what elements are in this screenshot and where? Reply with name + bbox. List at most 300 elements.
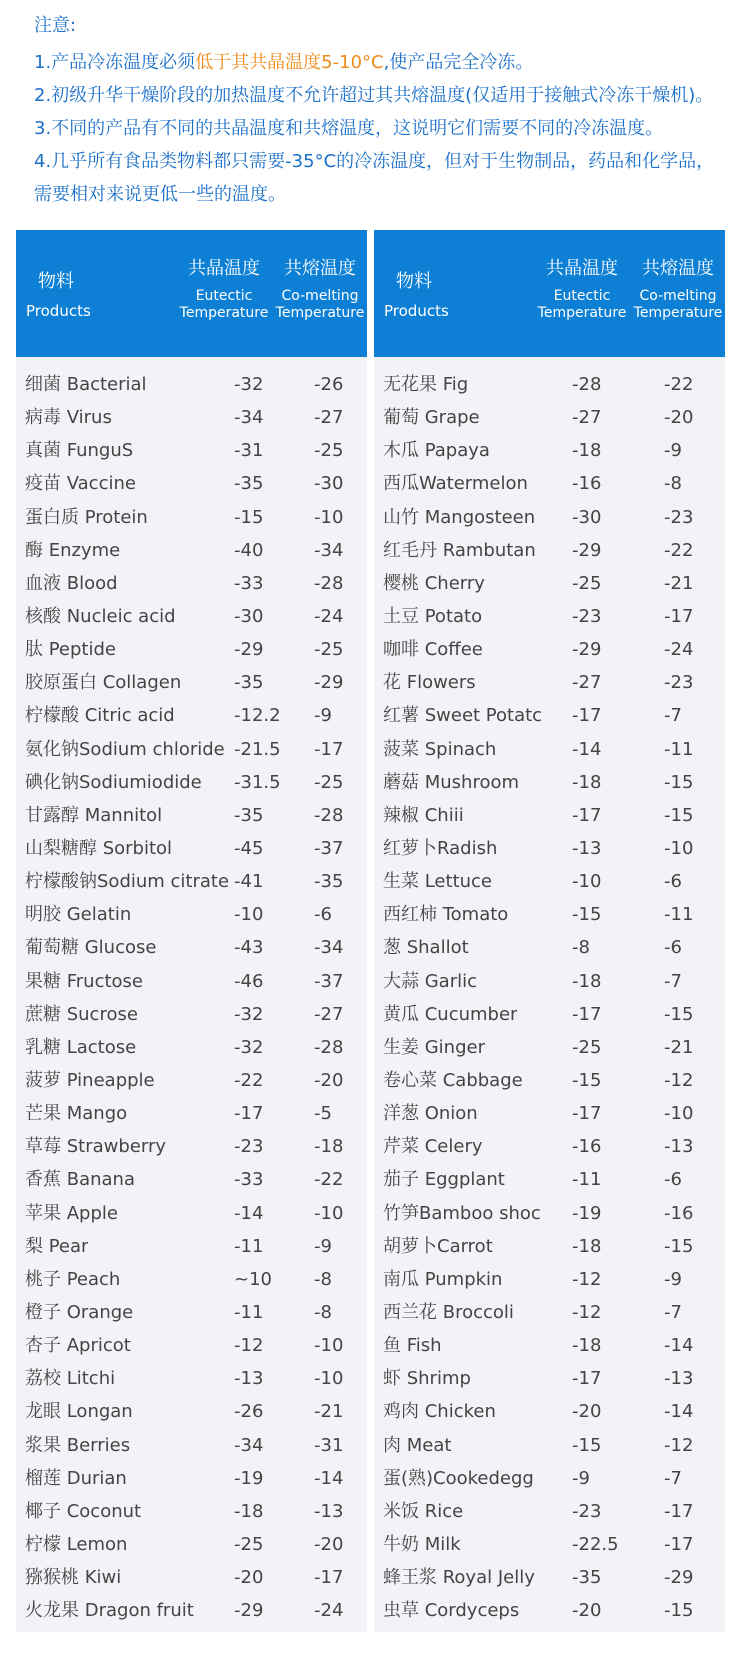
product-name: 碘化钠Sodiumiodide [25, 771, 202, 793]
product-name: 黄瓜 Cucumber [383, 1003, 518, 1025]
eutectic-value: -12 [572, 1268, 602, 1290]
product-name: 芒果 Mango [25, 1103, 128, 1125]
temperature-table-left [16, 230, 367, 1632]
product-name: 胶原蛋白 Collagen [25, 672, 182, 694]
eutectic-value: -18 [234, 1500, 264, 1522]
comelting-value: -15 [664, 804, 694, 826]
comelting-value: -24 [664, 639, 694, 661]
comelting-value: -20 [314, 1069, 344, 1091]
comelting-value: -27 [314, 1003, 344, 1025]
eutectic-value: -10 [572, 871, 602, 893]
product-name: 杏子 Apricot [25, 1335, 131, 1357]
product-name: 虫草 Cordyceps [383, 1600, 520, 1622]
table-row [374, 799, 725, 832]
comelting-value: -34 [314, 937, 344, 959]
table-row [374, 1197, 725, 1230]
eutectic-value: -13 [234, 1368, 264, 1390]
comelting-value: -21 [664, 572, 694, 594]
note-line-1 [34, 46, 734, 79]
eutectic-value: -41 [234, 871, 264, 893]
eutectic-value: -12 [572, 1301, 602, 1323]
eutectic-value: -33 [234, 1169, 264, 1191]
notes-title: 注意: [34, 15, 77, 36]
product-name: 茄子 Eggplant [383, 1169, 505, 1191]
table-row [16, 368, 367, 401]
table-row [374, 1064, 725, 1097]
eutectic-value: -45 [234, 837, 264, 859]
comelting-value: -13 [314, 1500, 344, 1522]
product-name: 梨 Pear [25, 1235, 89, 1257]
comelting-value: -29 [314, 672, 344, 694]
comelting-value: -29 [664, 1567, 694, 1589]
table-row [374, 567, 725, 600]
eutectic-value: -14 [572, 738, 602, 760]
eutectic-value: -17 [572, 804, 602, 826]
header-comelting-en-line2: Temperature [275, 305, 365, 321]
table-row [374, 1395, 725, 1428]
header-comelting [272, 258, 368, 322]
product-name: 柠檬 Lemon [25, 1533, 128, 1555]
product-name: 葡萄 Grape [383, 407, 480, 429]
table-header-left [16, 230, 367, 357]
eutectic-value: -25 [234, 1533, 264, 1555]
table-row [374, 600, 725, 633]
comelting-value: -10 [314, 506, 344, 528]
header-comelting-zh: 共熔温度 [642, 258, 714, 279]
eutectic-value: -15 [572, 904, 602, 926]
product-name: 乳糖 Lactose [25, 1036, 137, 1058]
product-name: 病毒 Virus [25, 407, 112, 429]
table-row [374, 434, 725, 467]
table-row [16, 1395, 367, 1428]
product-name: 樱桃 Cherry [383, 572, 485, 594]
product-name: 红毛丹 Rambutan [383, 539, 536, 561]
product-name: 西红柿 Tomato [383, 904, 509, 926]
product-name: 米饭 Rice [383, 1500, 464, 1522]
eutectic-value: -27 [572, 672, 602, 694]
eutectic-value: -11 [234, 1235, 264, 1257]
eutectic-value: -10 [234, 904, 264, 926]
comelting-value: -17 [314, 1567, 344, 1589]
eutectic-value: -29 [572, 639, 602, 661]
product-name: 山梨糖醇 Sorbitol [25, 837, 173, 859]
header-eutectic-en-line2: Temperature [179, 305, 269, 321]
header-comelting-en-line2: Temperature [633, 305, 723, 321]
notes-section [34, 12, 734, 211]
eutectic-value: -25 [572, 1036, 602, 1058]
header-eutectic-en [534, 288, 630, 322]
comelting-value: -35 [314, 871, 344, 893]
eutectic-value: -17 [572, 705, 602, 727]
table-row [16, 1495, 367, 1528]
comelting-value: -9 [314, 705, 332, 727]
comelting-value: -10 [314, 1368, 344, 1390]
note-line-3: 3.不同的产品有不同的共晶温度和共熔温度，这说明它们需要不同的冷冻温度。 [34, 118, 664, 139]
eutectic-value: -21.5 [234, 738, 281, 760]
comelting-value: -16 [664, 1202, 694, 1224]
eutectic-value: -17 [572, 1103, 602, 1125]
eutectic-value: -43 [234, 937, 264, 959]
product-name: 明胶 Gelatin [25, 904, 132, 926]
comelting-value: -17 [664, 1500, 694, 1522]
table-row [16, 1163, 367, 1196]
product-name: 草莓 Strawberry [25, 1136, 166, 1158]
eutectic-value: -25 [572, 572, 602, 594]
product-name: 大蒜 Garlic [383, 970, 477, 992]
comelting-value: -7 [664, 1467, 682, 1489]
comelting-value: -24 [314, 1600, 344, 1622]
product-name: 龙眼 Longan [25, 1401, 133, 1423]
table-row [16, 832, 367, 865]
table-row [16, 1561, 367, 1594]
eutectic-value: -34 [234, 407, 264, 429]
product-name: 鸡肉 Chicken [383, 1401, 496, 1423]
comelting-value: -22 [664, 539, 694, 561]
comelting-value: -12 [664, 1069, 694, 1091]
table-row [374, 1296, 725, 1329]
eutectic-value: -35 [234, 804, 264, 826]
eutectic-value: -18 [572, 1335, 602, 1357]
eutectic-value: -33 [234, 572, 264, 594]
table-row [16, 699, 367, 732]
comelting-value: -5 [314, 1103, 332, 1125]
comelting-value: -34 [314, 539, 344, 561]
comelting-value: -6 [664, 871, 682, 893]
comelting-value: -17 [664, 1533, 694, 1555]
eutectic-value: -15 [572, 1434, 602, 1456]
table-header-right [374, 230, 725, 357]
product-name: 氨化钠Sodium chloride [25, 738, 225, 760]
table-row [374, 1031, 725, 1064]
product-name: 蘑菇 Mushroom [383, 771, 520, 793]
product-name: 椰子 Coconut [25, 1500, 142, 1522]
table-row [16, 931, 367, 964]
header-comelting-en-line1: Co-melting [639, 288, 717, 304]
table-row [16, 766, 367, 799]
comelting-value: -14 [664, 1335, 694, 1357]
product-name: 核酸 Nucleic acid [25, 605, 176, 627]
comelting-value: -37 [314, 837, 344, 859]
eutectic-value: -18 [572, 440, 602, 462]
eutectic-value: -20 [234, 1567, 264, 1589]
eutectic-value: -8 [572, 937, 590, 959]
eutectic-value: -29 [234, 639, 264, 661]
comelting-value: -37 [314, 970, 344, 992]
eutectic-value: -46 [234, 970, 264, 992]
product-name: 蔗糖 Sucrose [25, 1003, 138, 1025]
comelting-value: -6 [664, 937, 682, 959]
comelting-value: -6 [314, 904, 332, 926]
product-name: 柠檬酸 Citric acid [25, 705, 175, 727]
table-row [374, 998, 725, 1031]
table-row [16, 1462, 367, 1495]
table-row [16, 865, 367, 898]
product-name: 卷心菜 Cabbage [383, 1069, 523, 1091]
header-comelting-en-line1: Co-melting [281, 288, 359, 304]
product-name: 血液 Blood [25, 572, 118, 594]
product-name: 胡萝卜Carrot [383, 1235, 493, 1257]
eutectic-value: -18 [572, 771, 602, 793]
table-row [16, 501, 367, 534]
table-row [16, 799, 367, 832]
temperature-table-right [374, 230, 725, 1632]
table-row [16, 998, 367, 1031]
eutectic-value: ~10 [234, 1268, 272, 1290]
product-name: 木瓜 Papaya [383, 440, 490, 462]
table-row [374, 766, 725, 799]
table-row [16, 1064, 367, 1097]
table-row [374, 931, 725, 964]
eutectic-value: -11 [572, 1169, 602, 1191]
comelting-value: -12 [664, 1434, 694, 1456]
eutectic-value: -19 [572, 1202, 602, 1224]
product-name: 香蕉 Banana [25, 1169, 135, 1191]
product-name: 菠萝 Pineapple [25, 1069, 155, 1091]
table-row [374, 865, 725, 898]
product-name: 洋葱 Onion [383, 1103, 478, 1125]
table-row [374, 534, 725, 567]
comelting-value: -28 [314, 1036, 344, 1058]
table-row [374, 733, 725, 766]
eutectic-value: -31.5 [234, 771, 281, 793]
eutectic-value: -18 [572, 1235, 602, 1257]
product-name: 蜂王浆 Royal Jelly [383, 1567, 535, 1589]
eutectic-value: -12 [234, 1335, 264, 1357]
table-row [16, 1594, 367, 1627]
table-row [16, 1197, 367, 1230]
comelting-value: -26 [314, 374, 344, 395]
product-name: 疫苗 Vaccine [25, 473, 136, 495]
eutectic-value: -32 [234, 374, 264, 395]
table-row [374, 501, 725, 534]
comelting-value: -8 [314, 1301, 332, 1323]
comelting-value: -9 [664, 440, 682, 462]
table-row [16, 534, 367, 567]
product-name: 菠菜 Spinach [383, 738, 497, 760]
header-product-zh: 物料 [396, 271, 432, 292]
header-eutectic [176, 258, 272, 322]
eutectic-value: -31 [234, 440, 264, 462]
comelting-value: -10 [314, 1202, 344, 1224]
product-name: 酶 Enzyme [25, 539, 121, 561]
table-row [16, 1528, 367, 1561]
product-name: 桃子 Peach [25, 1268, 121, 1290]
comelting-value: -20 [664, 407, 694, 429]
table-row [374, 368, 725, 401]
table-row [374, 1163, 725, 1196]
product-name: 红萝卜Radish [383, 837, 498, 859]
comelting-value: -6 [664, 1169, 682, 1191]
table-row [16, 1097, 367, 1130]
comelting-value: -7 [664, 970, 682, 992]
comelting-value: -10 [314, 1335, 344, 1357]
product-name: 西瓜Watermelon [383, 473, 528, 495]
note-line-4-continued: 需要相对来说更低一些的温度。 [34, 184, 286, 205]
product-name: 生菜 Lettuce [383, 871, 493, 893]
eutectic-value: -29 [234, 1600, 264, 1622]
comelting-value: -30 [314, 473, 344, 495]
product-name: 肽 Peptide [25, 639, 116, 661]
product-name: 芹菜 Celery [383, 1136, 483, 1158]
eutectic-value: -35 [234, 672, 264, 694]
table-row [16, 401, 367, 434]
product-name: 山竹 Mangosteen [383, 506, 536, 528]
comelting-value: -9 [664, 1268, 682, 1290]
comelting-value: -9 [314, 1235, 332, 1257]
eutectic-value: -35 [234, 473, 264, 495]
comelting-value: -20 [314, 1533, 344, 1555]
product-name: 蛋白质 Protein [25, 506, 148, 528]
eutectic-value: -32 [234, 1036, 264, 1058]
header-eutectic-en [176, 288, 272, 322]
table-row [16, 1230, 367, 1263]
product-name: 浆果 Berries [25, 1434, 131, 1456]
table-row [16, 1031, 367, 1064]
product-name: 土豆 Potato [383, 605, 483, 627]
comelting-value: -10 [664, 1103, 694, 1125]
comelting-value: -7 [664, 1301, 682, 1323]
product-name: 辣椒 Chiii [383, 804, 464, 826]
product-name: 细菌 Bacterial [25, 374, 147, 395]
header-comelting-zh: 共熔温度 [284, 258, 356, 279]
product-name: 肉 Meat [383, 1434, 452, 1456]
eutectic-value: -18 [572, 970, 602, 992]
note-line-1-prefix: 1.产品冷冻温度必须 [34, 52, 196, 73]
comelting-value: -15 [664, 1600, 694, 1622]
eutectic-value: -17 [234, 1103, 264, 1125]
comelting-value: -22 [314, 1169, 344, 1191]
note-line-4: 4.几乎所有食品类物料都只需要-35°C的冷冻温度，但对于生物制品，药品和化学品， [34, 151, 715, 172]
comelting-value: -25 [314, 639, 344, 661]
header-product-en: Products [26, 302, 91, 320]
table-row [16, 467, 367, 500]
product-name: 苹果 Apple [25, 1202, 118, 1224]
eutectic-value: -9 [572, 1467, 590, 1489]
comelting-value: -8 [664, 473, 682, 495]
table-row [16, 1130, 367, 1163]
comelting-value: -8 [314, 1268, 332, 1290]
header-product-zh: 物料 [38, 271, 74, 292]
table-row [374, 1462, 725, 1495]
table-body-right [374, 368, 725, 1627]
header-eutectic [534, 258, 630, 322]
header-eutectic-zh: 共晶温度 [188, 258, 260, 279]
eutectic-value: -20 [572, 1401, 602, 1423]
product-name: 柠檬酸钠Sodium citrate [25, 871, 230, 893]
product-name: 南瓜 Pumpkin [383, 1268, 503, 1290]
product-name: 无花果 Fig [383, 374, 469, 395]
comelting-value: -28 [314, 804, 344, 826]
table-row [374, 1528, 725, 1561]
eutectic-value: -11 [234, 1301, 264, 1323]
comelting-value: -24 [314, 605, 344, 627]
comelting-value: -18 [314, 1136, 344, 1158]
comelting-value: -21 [664, 1036, 694, 1058]
table-row [374, 1495, 725, 1528]
eutectic-value: -15 [572, 1069, 602, 1091]
table-row [16, 1263, 367, 1296]
table-row [374, 1561, 725, 1594]
comelting-value: -22 [664, 374, 694, 395]
eutectic-value: -32 [234, 1003, 264, 1025]
product-name: 生姜 Ginger [383, 1036, 485, 1058]
comelting-value: -15 [664, 1235, 694, 1257]
table-row [374, 898, 725, 931]
eutectic-value: -19 [234, 1467, 264, 1489]
eutectic-value: -16 [572, 1136, 602, 1158]
comelting-value: -25 [314, 771, 344, 793]
header-comelting [630, 258, 726, 322]
note-line-1-highlight: 低于其共晶温度5-10°C [195, 52, 384, 73]
header-product-en: Products [384, 302, 449, 320]
product-name: 红薯 Sweet Potatc [383, 705, 543, 727]
table-row [374, 1130, 725, 1163]
eutectic-value: -15 [234, 506, 264, 528]
eutectic-value: -17 [572, 1368, 602, 1390]
comelting-value: -17 [314, 738, 344, 760]
comelting-value: -27 [314, 407, 344, 429]
product-name: 牛奶 Milk [383, 1533, 461, 1555]
table-row [16, 633, 367, 666]
comelting-value: -21 [314, 1401, 344, 1423]
eutectic-value: -22.5 [572, 1533, 619, 1555]
comelting-value: -13 [664, 1368, 694, 1390]
eutectic-value: -40 [234, 539, 264, 561]
eutectic-value: -16 [572, 473, 602, 495]
header-eutectic-en-line1: Eutectic [553, 288, 611, 304]
table-row [374, 965, 725, 998]
table-row [374, 1230, 725, 1263]
table-row [374, 1429, 725, 1462]
table-body-left [16, 368, 367, 1627]
comelting-value: -28 [314, 572, 344, 594]
table-row [16, 1362, 367, 1395]
table-row [374, 1097, 725, 1130]
comelting-value: -25 [314, 440, 344, 462]
table-row [16, 1296, 367, 1329]
table-row [374, 699, 725, 732]
product-name: 竹笋Bamboo shoc [383, 1202, 541, 1224]
product-name: 荔校 Litchi [25, 1368, 116, 1390]
comelting-value: -13 [664, 1136, 694, 1158]
product-name: 火龙果 Dragon fruit [25, 1600, 194, 1622]
eutectic-value: -34 [234, 1434, 264, 1456]
comelting-value: -17 [664, 605, 694, 627]
product-name: 猕猴桃 Kiwi [25, 1567, 122, 1589]
product-name: 橙子 Orange [25, 1301, 134, 1323]
eutectic-value: -13 [572, 837, 602, 859]
eutectic-value: -22 [234, 1069, 264, 1091]
product-name: 葱 Shallot [383, 937, 469, 959]
eutectic-value: -23 [572, 1500, 602, 1522]
eutectic-value: -23 [234, 1136, 264, 1158]
eutectic-value: -30 [572, 506, 602, 528]
product-name: 葡萄糖 Glucose [25, 937, 157, 959]
product-name: 花 Flowers [383, 672, 476, 694]
header-comelting-en [630, 288, 726, 322]
product-name: 果糖 Fructose [25, 970, 143, 992]
note-line-2: 2.初级升华干燥阶段的加热温度不允许超过其共熔温度(仅适用于接触式冷冻干燥机)。 [34, 85, 714, 106]
table-row [374, 832, 725, 865]
comelting-value: -11 [664, 904, 694, 926]
comelting-value: -14 [314, 1467, 344, 1489]
product-name: 鱼 Fish [383, 1335, 442, 1357]
eutectic-value: -28 [572, 374, 602, 395]
product-name: 西兰花 Broccoli [383, 1301, 514, 1323]
eutectic-value: -20 [572, 1600, 602, 1622]
product-name: 咖啡 Coffee [383, 639, 483, 661]
table-row [374, 1594, 725, 1627]
